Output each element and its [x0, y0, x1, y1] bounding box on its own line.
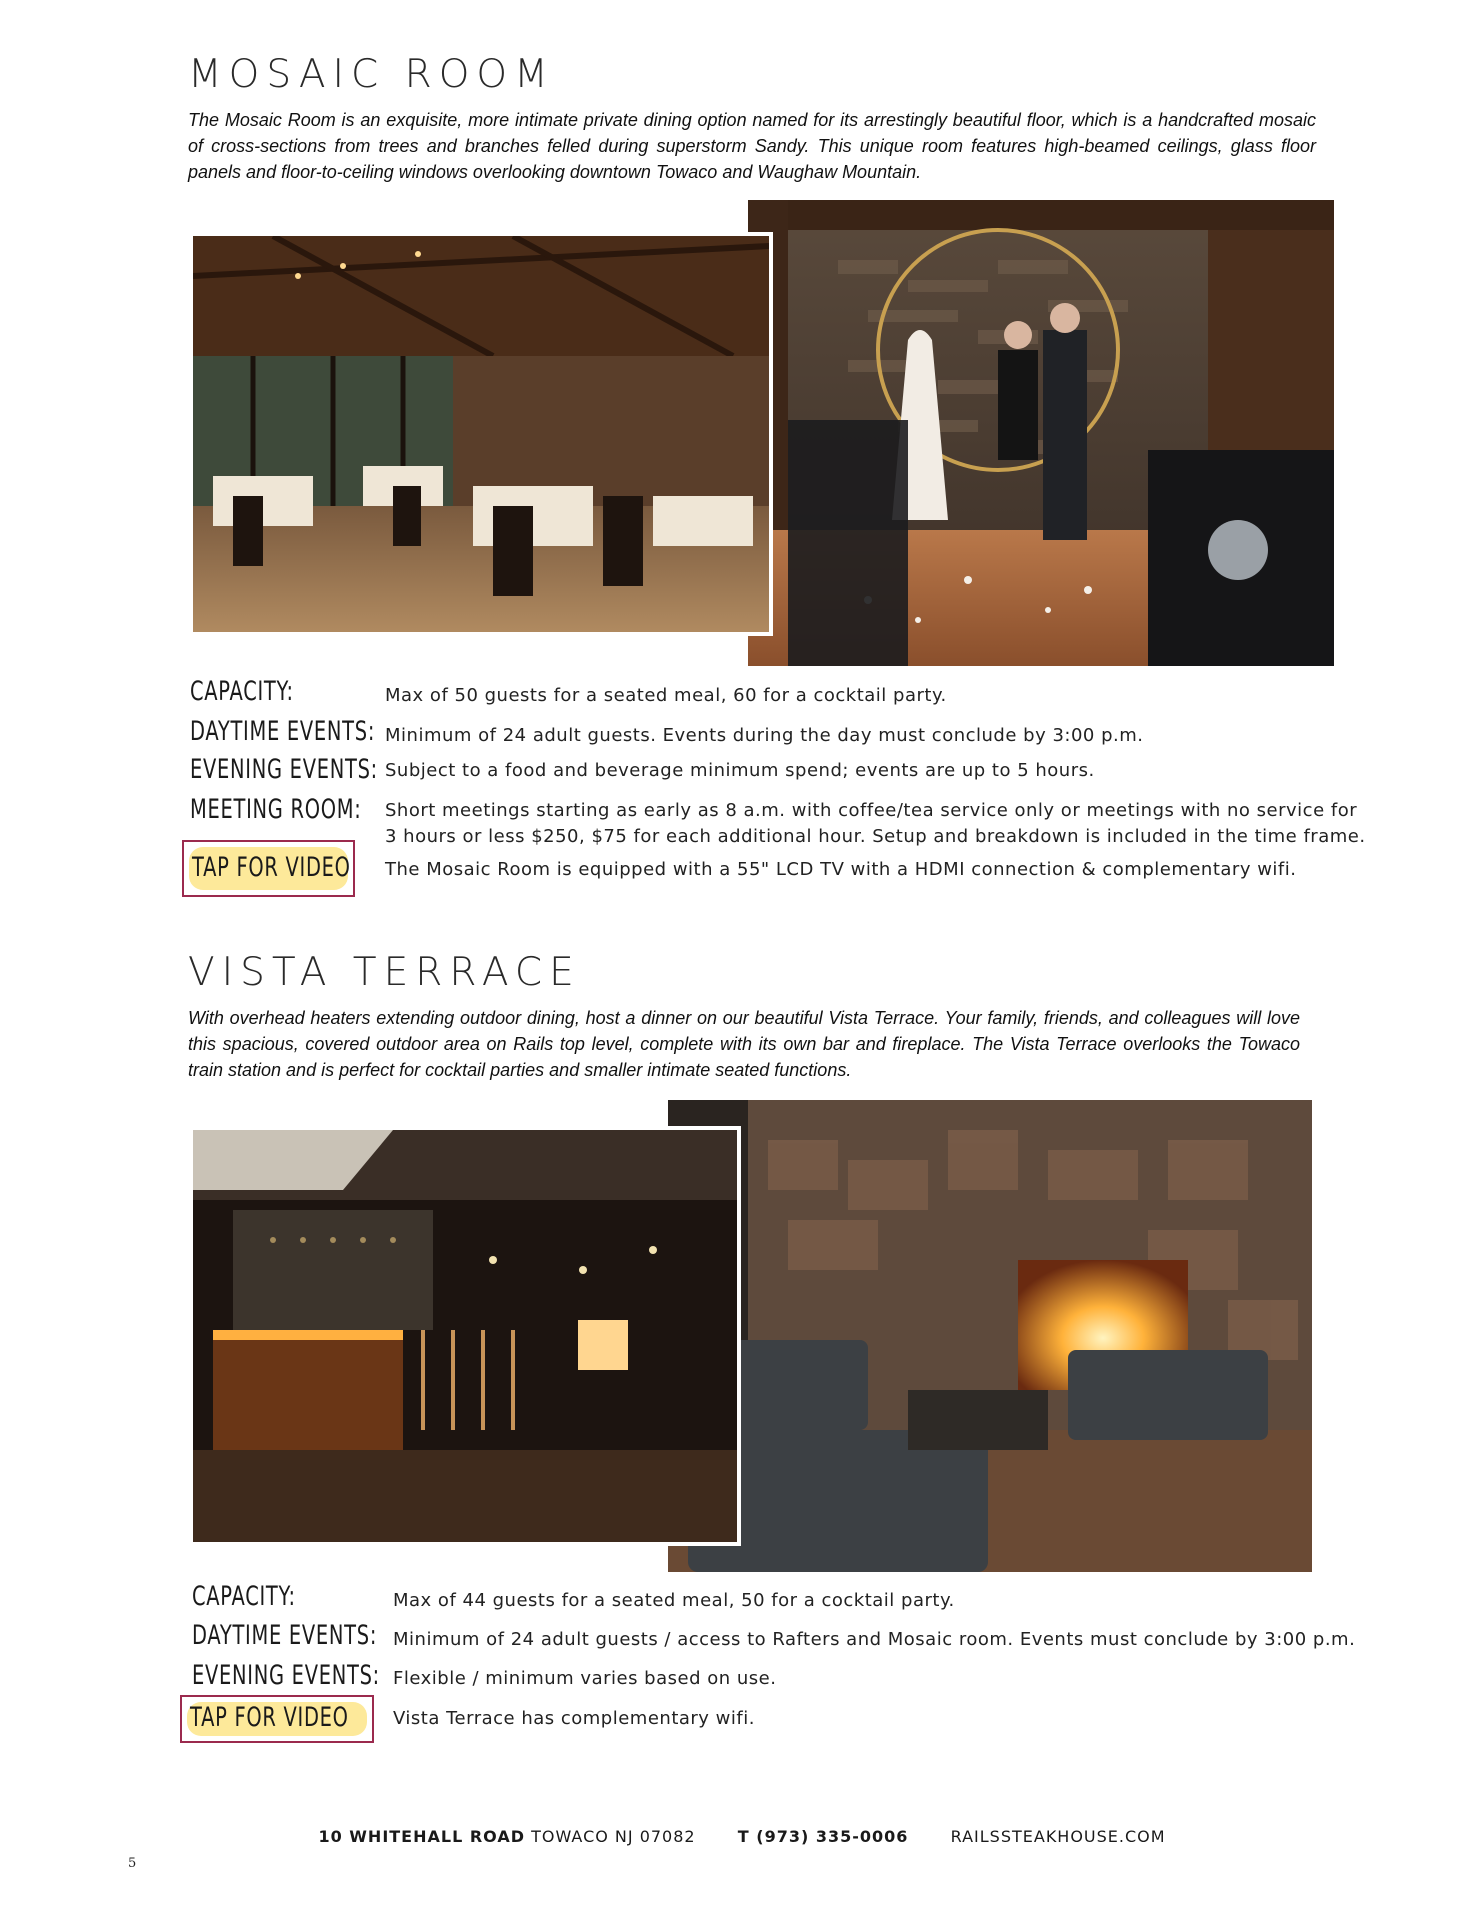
mosaic-daytime-label: DAYTIME EVENTS: [190, 716, 376, 747]
vista-evening-value: Flexible / minimum varies based on use. [393, 1668, 777, 1689]
vista-bar-photo [189, 1126, 741, 1546]
vista-terrace-intro: With overhead heaters extending outdoor dining, host a dinner on our beautiful Vista Terrace. Your family, friends, and colleagues will love this spacious, covered outdoor area on Rails top level, complete with its own bar and fireplace. The Vista Terrace overlooks the Towaco train station and is perfect for cocktail parties and smaller intimate seated functions. [188, 1008, 1300, 1080]
mosaic-evening-value: Subject to a food and beverage minimum spend; events are up to 5 hours. [385, 760, 1095, 781]
footer [0, 1827, 1484, 1846]
mosaic-capacity-label: CAPACITY: [190, 676, 294, 707]
page-number: 5 [128, 1856, 137, 1871]
mosaic-tap-for-video-button[interactable] [182, 840, 355, 897]
mosaic-meeting-label: MEETING ROOM: [190, 794, 362, 825]
vista-terrace-title: VISTA TERRACE [188, 950, 581, 995]
footer-phone[interactable]: T (973) 335-0006 [737, 1827, 909, 1846]
mosaic-dining-photo [189, 232, 773, 636]
vista-video-note: Vista Terrace has complementary wifi. [393, 1708, 755, 1729]
vista-tap-for-video-label: TAP FOR VIDEO [190, 1702, 349, 1733]
mosaic-room-intro: The Mosaic Room is an exquisite, more intimate private dining option named for its arrestingly beautiful floor, which is a handcrafted mosaic of cross-sections from trees and branches felled during superstorm Sandy. This unique room features high-beamed ceilings, glass floor panels and floor-to-ceiling windows overlooking downtown Towaco and Waughaw Mountain. [188, 110, 1316, 182]
vista-fireplace-photo [668, 1100, 1312, 1572]
mosaic-daytime-value: Minimum of 24 adult guests. Events during the day must conclude by 3:00 p.m. [385, 725, 1144, 746]
mosaic-tap-for-video-label: TAP FOR VIDEO [192, 852, 351, 883]
vista-capacity-value: Max of 44 guests for a seated meal, 50 for a cocktail party. [393, 1590, 955, 1611]
footer-website-link[interactable]: RAILSSTEAKHOUSE.COM [950, 1827, 1166, 1846]
vista-evening-label: EVENING EVENTS: [192, 1660, 380, 1691]
mosaic-meeting-value-line1: Short meetings starting as early as 8 a.m. with coffee/tea service only or meetings with no service for [385, 800, 1358, 821]
footer-address-city: TOWACO NJ 07082 [531, 1827, 696, 1846]
vista-daytime-label: DAYTIME EVENTS: [192, 1620, 378, 1651]
mosaic-evening-label: EVENING EVENTS: [190, 754, 378, 785]
vista-daytime-value: Minimum of 24 adult guests / access to Rafters and Mosaic room. Events must conclude by 3:00 p.m. [393, 1629, 1356, 1650]
vista-capacity-label: CAPACITY: [192, 1581, 296, 1612]
vista-tap-for-video-button[interactable] [180, 1695, 374, 1743]
mosaic-video-note: The Mosaic Room is equipped with a 55" LCD TV with a HDMI connection & complementary wifi. [385, 859, 1297, 880]
mosaic-capacity-value: Max of 50 guests for a seated meal, 60 for a cocktail party. [385, 685, 947, 706]
mosaic-ceremony-photo [748, 200, 1334, 666]
mosaic-meeting-value-line2: 3 hours or less $250, $75 for each additional hour. Setup and breakdown is included in the time frame. [385, 826, 1366, 847]
footer-address-street: 10 WHITEHALL ROAD [318, 1827, 525, 1846]
mosaic-room-title: MOSAIC ROOM [188, 52, 555, 97]
